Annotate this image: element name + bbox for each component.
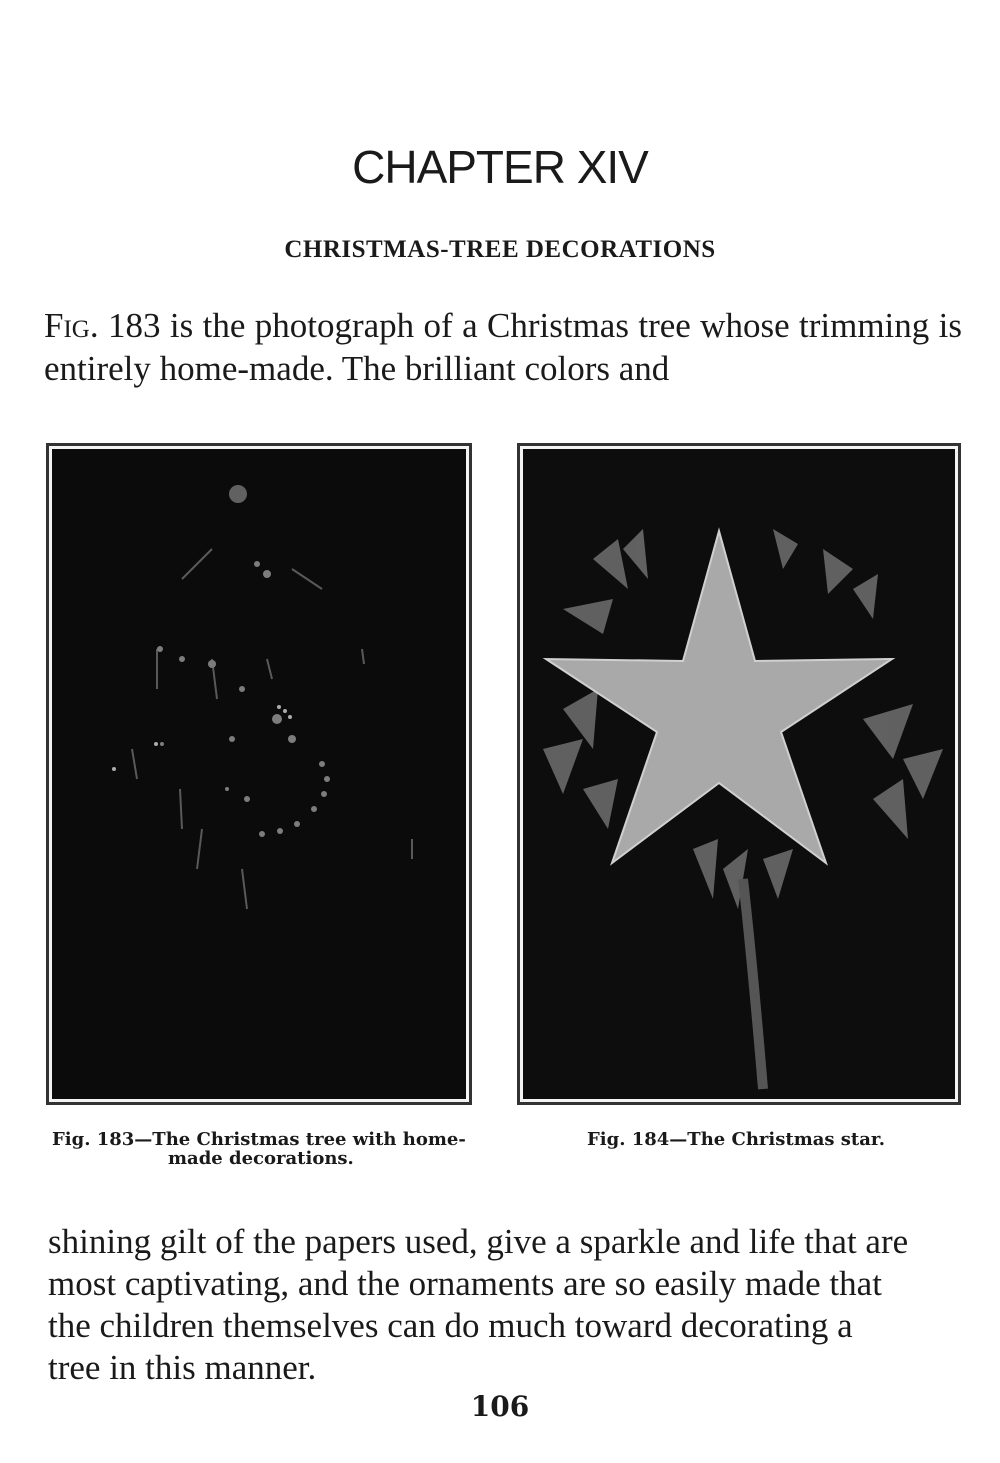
body-line-3: the children themselves can do much toward decorating a bbox=[48, 1306, 853, 1345]
body-line-2: most captivating, and the ornaments are so easily made that bbox=[48, 1264, 882, 1303]
page-number: 106 bbox=[470, 1390, 530, 1423]
star-illustration bbox=[523, 449, 955, 1099]
figure-christmas-tree bbox=[46, 443, 472, 1105]
tree-illustration bbox=[52, 449, 466, 1099]
figure-christmas-star bbox=[517, 443, 961, 1105]
figure-184-caption: Fig. 184—The Christmas star. bbox=[587, 1129, 886, 1150]
body-line-1: shining gilt of the papers used, give a sparkle and life that are bbox=[48, 1222, 909, 1261]
fig-reference: Fig. bbox=[44, 306, 99, 345]
body-paragraph bbox=[48, 1221, 966, 1389]
intro-text: 183 is the photograph of a Christmas tree whose trimming is entirely home-made. The brilliant colors and bbox=[44, 306, 963, 388]
figure-183-caption bbox=[52, 1130, 482, 1168]
caption-183-line1: Fig. 183—The Christmas tree with home- bbox=[52, 1129, 466, 1150]
section-title: CHRISTMAS-TREE DECORATIONS bbox=[284, 236, 716, 263]
body-line-4: tree in this manner. bbox=[48, 1348, 317, 1387]
intro-paragraph bbox=[44, 304, 962, 390]
star-photo bbox=[523, 449, 955, 1099]
caption-183-line2: made decorations. bbox=[168, 1148, 354, 1169]
tree-photo bbox=[52, 449, 466, 1099]
chapter-title: CHAPTER XIV bbox=[352, 141, 648, 193]
